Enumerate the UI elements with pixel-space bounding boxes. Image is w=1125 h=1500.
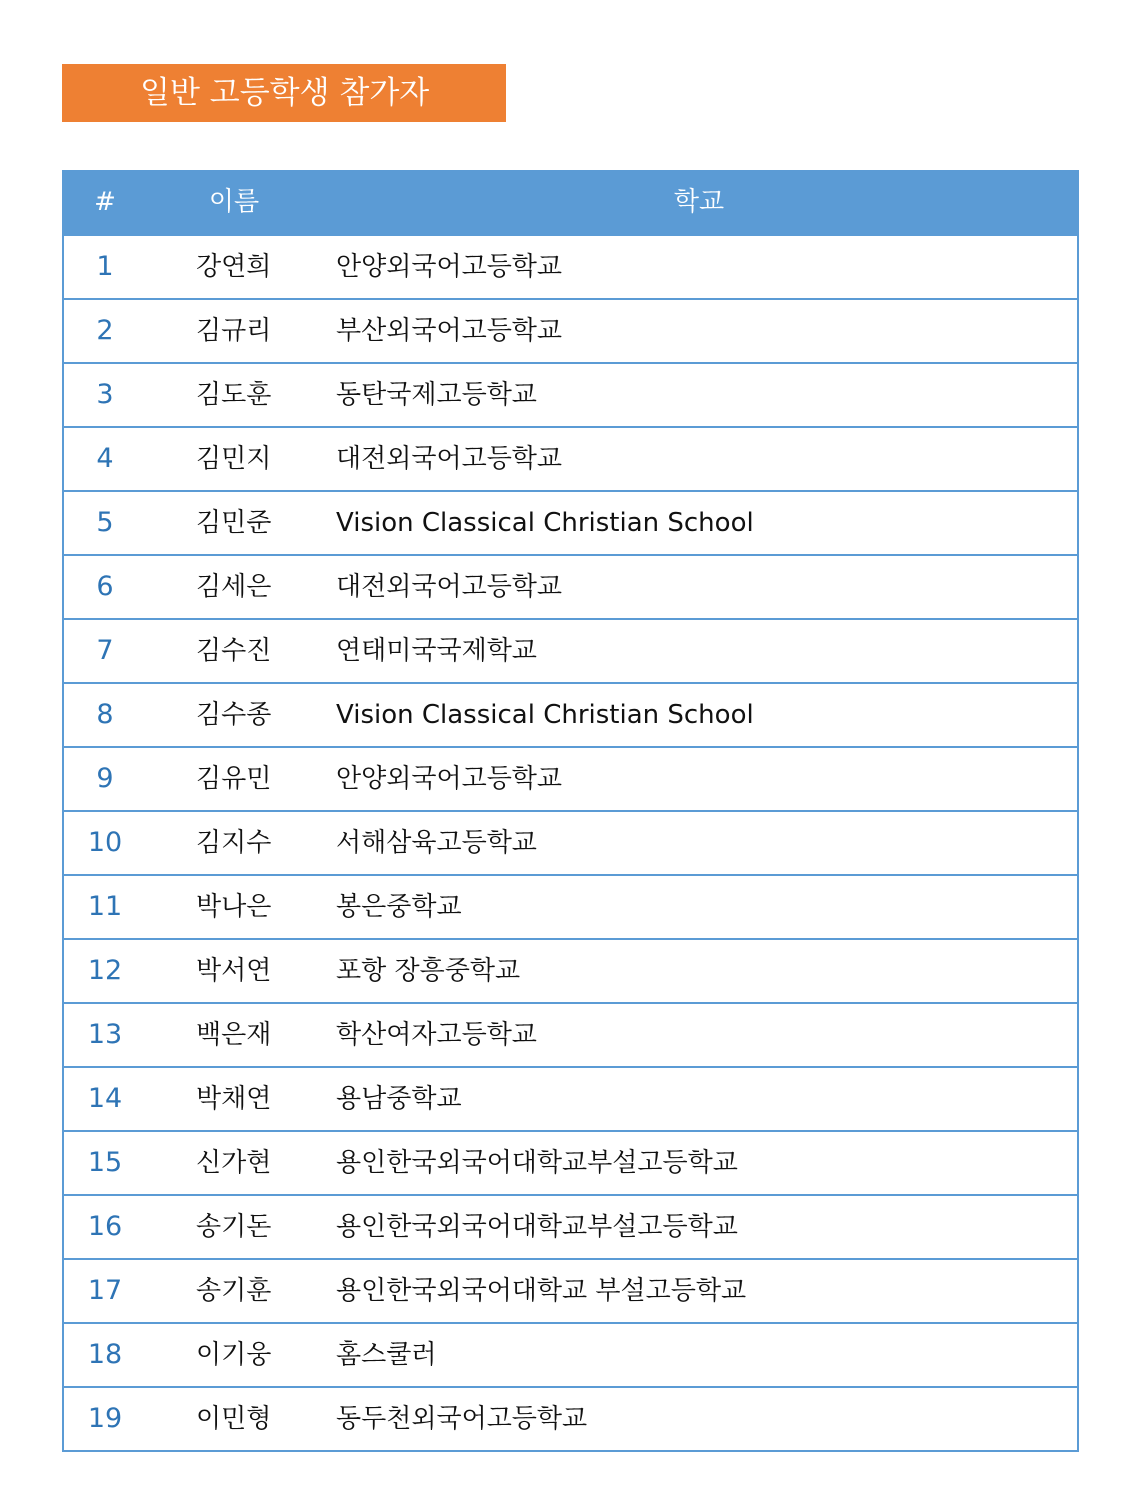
- row-number: 19: [87, 1403, 123, 1434]
- row-name: 김민지: [196, 444, 272, 474]
- row-name: 이민형: [196, 1404, 272, 1434]
- row-school: Vision Classical Christian School: [336, 700, 754, 730]
- row-school: 학산여자고등학교: [336, 1020, 537, 1050]
- row-number: 16: [87, 1211, 123, 1242]
- table-row: [64, 1322, 1077, 1386]
- row-name: 김유민: [196, 764, 272, 794]
- row-school: 서해삼육고등학교: [336, 828, 537, 858]
- row-school: 용남중학교: [336, 1084, 462, 1114]
- row-school: 포항 장흥중학교: [336, 956, 521, 986]
- row-number: 9: [96, 763, 114, 794]
- row-name: 박나은: [196, 892, 272, 922]
- row-number: 8: [96, 699, 114, 730]
- row-number: 11: [87, 891, 123, 922]
- row-number: 13: [87, 1019, 123, 1050]
- table-row: [64, 682, 1077, 746]
- table-row: [64, 1002, 1077, 1066]
- row-number: 10: [87, 827, 123, 858]
- header-number: #: [94, 187, 116, 217]
- row-school: 봉은중학교: [336, 892, 462, 922]
- row-number: 1: [96, 251, 114, 282]
- table-row: [64, 362, 1077, 426]
- row-name: 박서연: [196, 956, 272, 986]
- row-school: 대전외국어고등학교: [336, 444, 563, 474]
- row-number: 14: [87, 1083, 123, 1114]
- row-name: 이기웅: [196, 1340, 272, 1370]
- table-row: [64, 810, 1077, 874]
- row-number: 2: [96, 315, 114, 346]
- row-number: 5: [96, 507, 114, 538]
- header-name: 이름: [208, 187, 260, 217]
- row-school: 동두천외국어고등학교: [336, 1404, 588, 1434]
- row-school: Vision Classical Christian School: [336, 508, 754, 538]
- section-title: 일반 고등학생 참가자: [140, 75, 430, 111]
- row-name: 백은재: [196, 1020, 272, 1050]
- table-row: [64, 234, 1077, 298]
- table-body: [64, 234, 1077, 1452]
- table-row: [64, 1066, 1077, 1130]
- row-name: 송기훈: [196, 1276, 272, 1306]
- row-school: 부산외국어고등학교: [336, 316, 563, 346]
- table-header: [64, 170, 1077, 234]
- table-row: [64, 426, 1077, 490]
- table-row: [64, 874, 1077, 938]
- row-name: 김규리: [196, 316, 272, 346]
- row-number: 4: [96, 443, 114, 474]
- row-name: 송기돈: [196, 1212, 272, 1242]
- row-school: 안양외국어고등학교: [336, 252, 563, 282]
- row-name: 김민준: [196, 508, 272, 538]
- row-name: 김지수: [196, 828, 272, 858]
- row-school: 대전외국어고등학교: [336, 572, 563, 602]
- row-number: 12: [87, 955, 123, 986]
- row-number: 3: [96, 379, 114, 410]
- row-name: 김수진: [196, 636, 272, 666]
- row-name: 김수종: [196, 700, 272, 730]
- row-name: 박채연: [196, 1084, 272, 1114]
- table-row: [64, 1130, 1077, 1194]
- table-row: [64, 938, 1077, 1002]
- table-row: [64, 554, 1077, 618]
- row-school: 용인한국외국어대학교 부설고등학교: [336, 1276, 747, 1306]
- row-number: 17: [87, 1275, 123, 1306]
- row-name: 김세은: [196, 572, 272, 602]
- table-row: [64, 1258, 1077, 1322]
- row-number: 6: [96, 571, 114, 602]
- row-school: 홈스쿨러: [336, 1340, 437, 1370]
- table-row: [64, 618, 1077, 682]
- row-number: 15: [87, 1147, 123, 1178]
- row-name: 신가현: [196, 1148, 272, 1178]
- participants-table: [62, 170, 1079, 1452]
- row-name: 김도훈: [196, 380, 272, 410]
- table-row: [64, 490, 1077, 554]
- row-name: 강연희: [196, 252, 272, 282]
- table-row: [64, 1386, 1077, 1452]
- table-row: [64, 1194, 1077, 1258]
- row-school: 용인한국외국어대학교부설고등학교: [336, 1212, 738, 1242]
- row-number: 18: [87, 1339, 123, 1370]
- table-row: [64, 298, 1077, 362]
- table-row: [64, 746, 1077, 810]
- row-school: 용인한국외국어대학교부설고등학교: [336, 1148, 738, 1178]
- header-school: 학교: [673, 187, 725, 217]
- row-number: 7: [96, 635, 114, 666]
- section-banner: [62, 64, 506, 122]
- row-school: 동탄국제고등학교: [336, 380, 537, 410]
- row-school: 연태미국국제학교: [336, 636, 537, 666]
- row-school: 안양외국어고등학교: [336, 764, 563, 794]
